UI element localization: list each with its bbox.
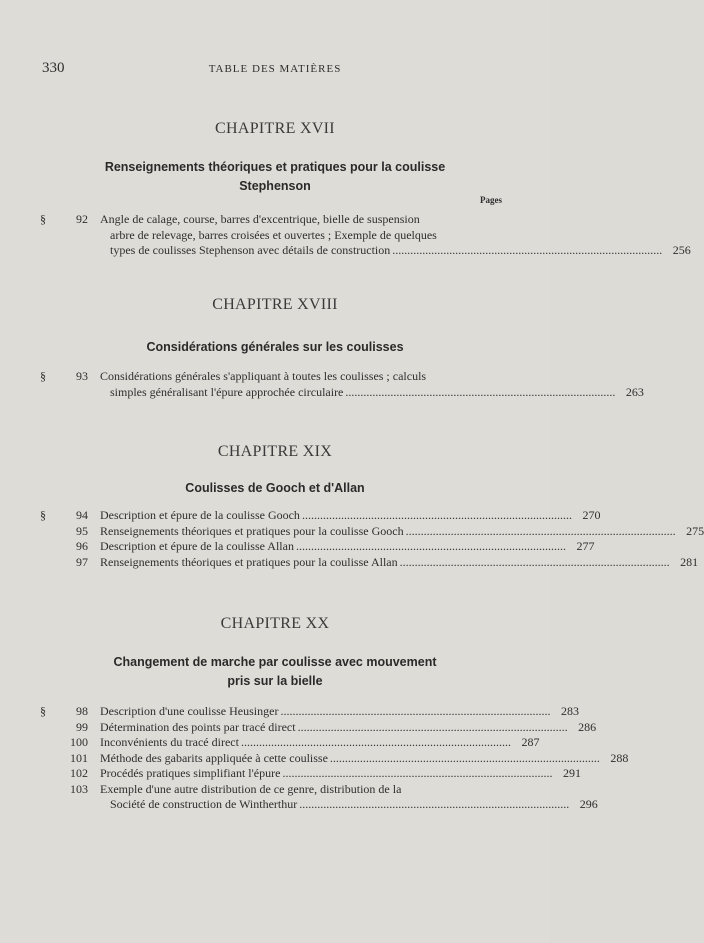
chapter-subtitle: Considérations générales sur les coulisses (146, 340, 404, 354)
toc-entry[interactable]: 97 Renseignements théoriques et pratiques pour la coulisse Allan . . . 281 (40, 555, 505, 571)
chapter-title: CHAPITRE XVII (215, 120, 335, 137)
running-header: TABLE DES MATIÈRES (208, 63, 342, 75)
entry-page: 283 (560, 704, 579, 718)
toc-entry[interactable]: 100 Inconvénients du tracé direct . . . 287 (40, 735, 505, 751)
toc-entry[interactable]: § 92 Angle de calage, course, barres d'excentrique, bielle de suspension arbre de relevage, barres croisées et ouvertes ; Exemple de quelques types de coulisses Stephenson avec détails de construction . . . 256 (40, 212, 505, 259)
entry-page: 256 (672, 243, 691, 257)
entry-page: 281 (680, 554, 699, 569)
entry-list (40, 212, 691, 259)
entry-page: 263 (625, 384, 644, 399)
chapter-title: CHAPITRE XIX (217, 443, 333, 460)
chapter-subtitle: Coulisses de Gooch et d'Allan (185, 481, 365, 495)
toc-entry[interactable]: 101 Méthode des gabarits appliquée à cette coulisse . . . 288 (40, 751, 505, 767)
toc-entry[interactable]: 96 Description et épure de la coulisse Allan . . . 277 (40, 539, 505, 555)
chapter-title: CHAPITRE XX (220, 615, 330, 632)
chapter-subtitle: Renseignements théoriques et pratiques pour la coulisse Stephenson (104, 160, 446, 193)
entry-list (40, 704, 629, 813)
entry-page: 275 (686, 523, 704, 538)
entry-page: 287 (521, 735, 540, 749)
toc-entry[interactable]: 95 Renseignements théoriques et pratiques pour la coulisse Gooch . . . 275 (40, 524, 505, 540)
toc-entry[interactable]: § 93 Considérations générales s'appliquant à toutes les coulisses ; calculs simples généralisant l'épure approchée circulaire . . . 263 (40, 369, 505, 400)
entry-page: 270 (582, 508, 601, 522)
toc-entry[interactable]: 102 Procédés pratiques simplifiant l'épure . . . 291 (40, 766, 505, 782)
page-number: 330 (42, 60, 65, 76)
chapter-title: CHAPITRE XVIII (212, 296, 338, 313)
entry-page: 277 (576, 539, 595, 553)
toc-entry[interactable]: 103 Exemple d'une autre distribution de ce genre, distribution de la Société de construction de Wintherthur . . . 296 (40, 782, 505, 813)
entry-page: 286 (578, 719, 597, 734)
entry-page: 291 (562, 766, 581, 780)
chapter-subtitle: Changement de marche par coulisse avec mouvement pris sur la bielle (113, 655, 437, 688)
toc-entry[interactable]: 99 Détermination des points par tracé direct . . . 286 (40, 720, 505, 736)
toc-entry[interactable]: § 94 Description et épure de la coulisse Gooch . . . 270 (40, 508, 505, 524)
pages-label: Pages (480, 195, 502, 205)
toc-entry[interactable]: § 98 Description d'une coulisse Heusinger . . . 283 (40, 704, 505, 720)
entry-page: 296 (579, 797, 598, 811)
entry-page: 288 (610, 750, 629, 765)
entry-list (40, 369, 644, 400)
entry-list (40, 508, 704, 570)
